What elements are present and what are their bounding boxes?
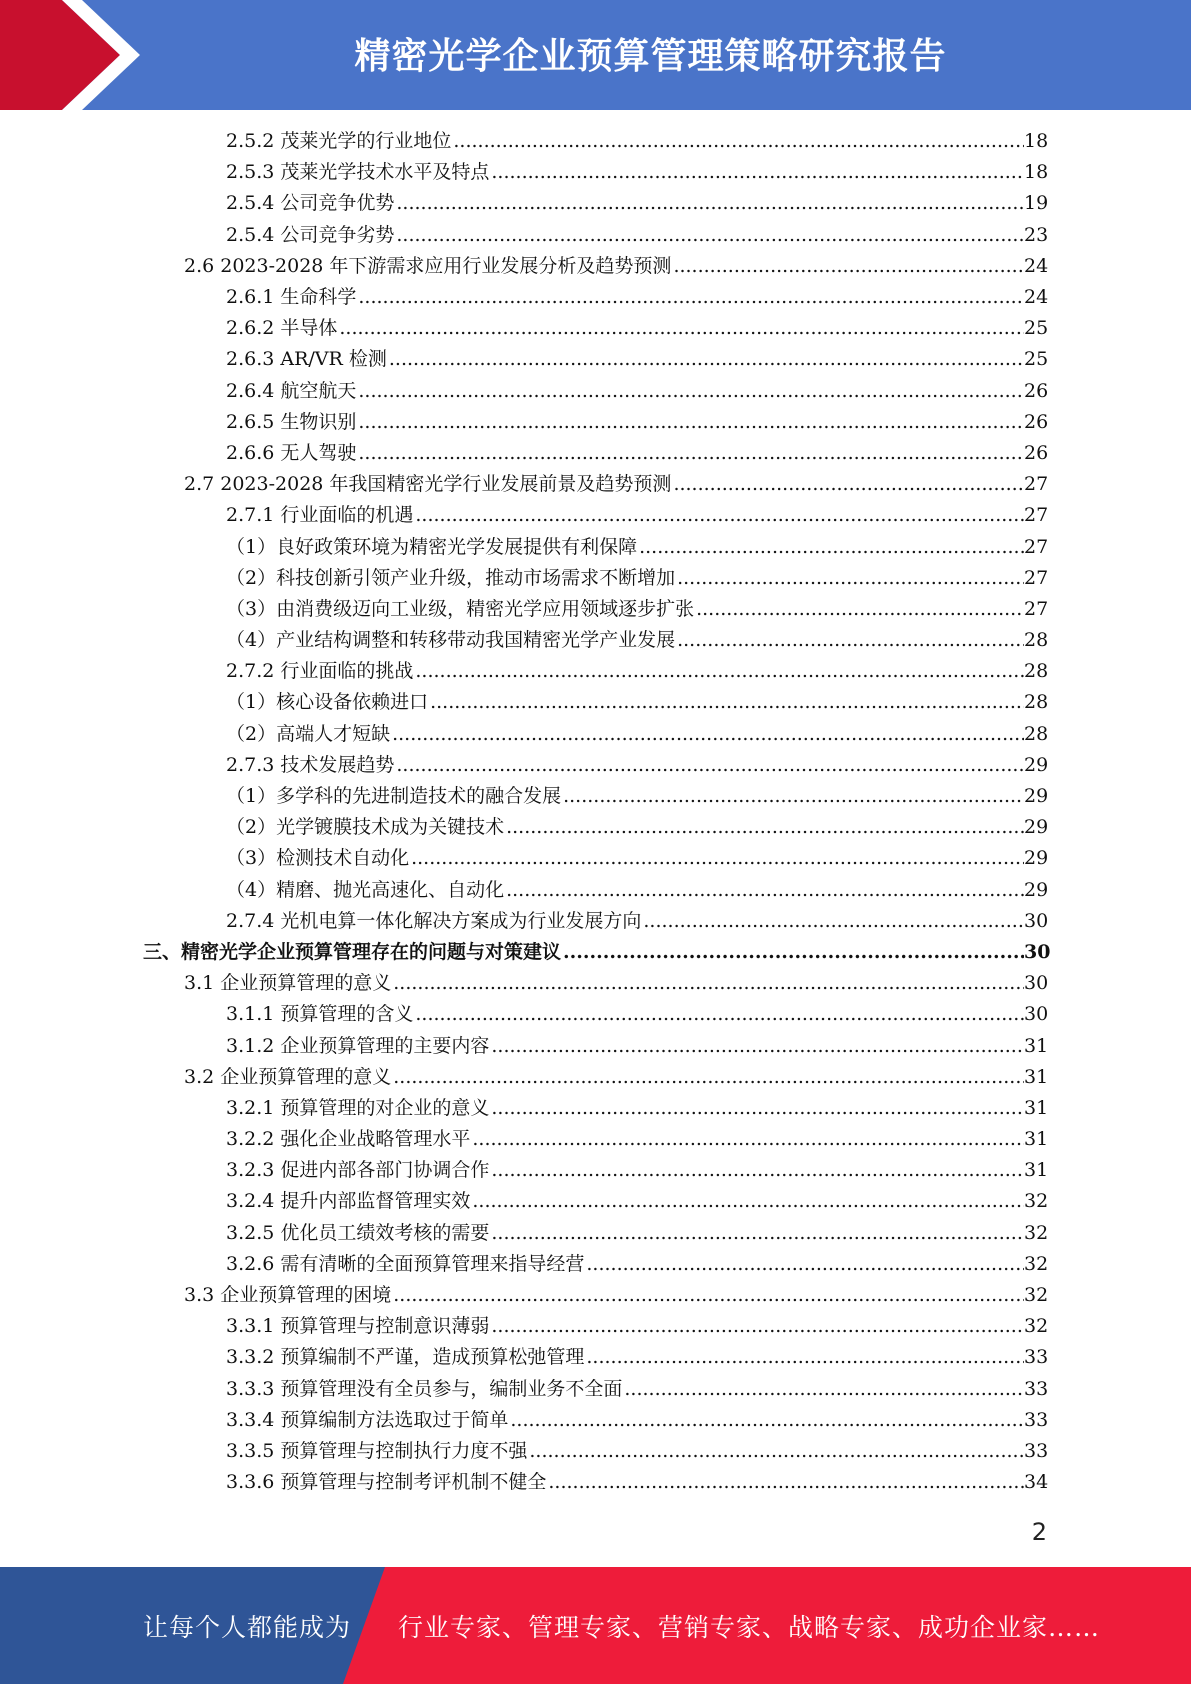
toc-entry[interactable]	[0, 812, 1191, 843]
toc-dot-leader	[430, 687, 1024, 718]
toc-entry-page: 29	[1024, 878, 1049, 901]
toc-entry-label: （3）检测技术自动化	[226, 847, 410, 870]
toc-entry[interactable]	[0, 1186, 1191, 1217]
toc-dot-leader	[643, 906, 1024, 937]
footer-slogan-right: 行业专家、管理专家、营销专家、战略专家、成功企业家……	[398, 1612, 1101, 1642]
toc-entry[interactable]	[0, 407, 1191, 438]
toc-entry[interactable]	[0, 563, 1191, 594]
toc-entry-page: 24	[1024, 254, 1049, 277]
toc-entry[interactable]	[0, 1405, 1191, 1436]
toc-entry-label: 2.5.4 公司竞争优势	[226, 192, 395, 215]
toc-entry-page: 19	[1024, 192, 1049, 215]
toc-dot-leader	[392, 719, 1024, 750]
toc-entry[interactable]	[0, 500, 1191, 531]
toc-entry[interactable]	[0, 1218, 1191, 1249]
toc-entry[interactable]	[0, 282, 1191, 313]
toc-entry[interactable]	[0, 531, 1191, 562]
toc-dot-leader	[396, 220, 1024, 251]
toc-entry-label: 3.3 企业预算管理的困境	[184, 1284, 392, 1307]
toc-entry-label: 2.7.1 行业面临的机遇	[226, 504, 414, 527]
toc-entry-label: 3.2.1 预算管理的对企业的意义	[226, 1096, 490, 1119]
report-title: 精密光学企业预算管理策略研究报告	[354, 35, 947, 77]
toc-dot-leader	[548, 1467, 1024, 1498]
page-footer	[0, 1567, 1191, 1684]
toc-dot-leader	[411, 843, 1024, 874]
toc-entry-label: 2.6.5 生物识别	[226, 410, 357, 433]
toc-dot-leader	[472, 1186, 1024, 1217]
toc-dot-leader	[673, 469, 1024, 500]
toc-dot-leader	[389, 344, 1024, 375]
toc-dot-leader	[491, 1031, 1024, 1062]
toc-entry[interactable]	[0, 157, 1191, 188]
toc-entry-page: 18	[1024, 161, 1049, 184]
toc-dot-leader	[563, 937, 1024, 968]
toc-entry-page: 27	[1024, 535, 1049, 558]
toc-entry-label: 2.6.4 航空航天	[226, 379, 357, 402]
toc-dot-leader	[506, 875, 1024, 906]
toc-entry[interactable]	[0, 1124, 1191, 1155]
toc-entry-page: 27	[1024, 473, 1049, 496]
toc-entry-page: 31	[1024, 1128, 1049, 1151]
toc-entry-label: 2.6.2 半导体	[226, 317, 338, 340]
footer-slogan-left: 让每个人都能成为	[143, 1612, 352, 1642]
toc-entry[interactable]	[0, 313, 1191, 344]
toc-dot-leader	[491, 1218, 1024, 1249]
toc-entry-label: 2.6.3 AR/VR 检测	[226, 348, 387, 371]
toc-entry[interactable]	[0, 251, 1191, 282]
toc-entry[interactable]	[0, 1030, 1191, 1061]
toc-entry[interactable]	[0, 469, 1191, 500]
toc-dot-leader	[491, 1093, 1024, 1124]
toc-entry-page: 25	[1024, 348, 1049, 371]
toc-dot-leader	[393, 968, 1024, 999]
toc-entry-label: 3.3.1 预算管理与控制意识薄弱	[226, 1315, 490, 1338]
toc-entry-label: （2）高端人才短缺	[226, 722, 391, 745]
toc-entry[interactable]	[0, 1342, 1191, 1373]
toc-entry-page: 18	[1024, 130, 1049, 153]
toc-entry-page: 31	[1024, 1096, 1049, 1119]
toc-entry-page: 30	[1024, 1003, 1049, 1026]
toc-dot-leader	[358, 438, 1024, 469]
toc-entry[interactable]	[0, 625, 1191, 656]
toc-dot-leader	[673, 251, 1024, 282]
toc-dot-leader	[677, 625, 1024, 656]
toc-dot-leader	[358, 407, 1024, 438]
toc-entry-page: 29	[1024, 785, 1049, 808]
toc-dot-leader	[624, 1374, 1024, 1405]
toc-entry-page: 34	[1024, 1471, 1049, 1494]
toc-entry-page: 27	[1024, 597, 1049, 620]
toc-entry-page: 30	[1024, 940, 1051, 963]
toc-entry[interactable]	[0, 594, 1191, 625]
toc-entry[interactable]	[0, 1155, 1191, 1186]
toc-entry[interactable]	[0, 1249, 1191, 1280]
toc-entry-label: 3.3.4 预算编制方法选取过于简单	[226, 1408, 509, 1431]
toc-dot-leader	[472, 1124, 1024, 1155]
toc-entry[interactable]	[0, 1280, 1191, 1311]
toc-entry-page: 26	[1024, 441, 1049, 464]
toc-entry-page: 32	[1024, 1190, 1049, 1213]
toc-entry-label: 3.1 企业预算管理的意义	[184, 972, 392, 995]
toc-entry-label: 3.2.3 促进内部各部门协调合作	[226, 1159, 490, 1182]
toc-entry[interactable]	[0, 687, 1191, 718]
toc-dot-leader	[491, 157, 1024, 188]
toc-dot-leader	[396, 750, 1024, 781]
toc-dot-leader	[586, 1342, 1024, 1373]
toc-entry-label: 2.5.4 公司竞争劣势	[226, 223, 395, 246]
page-number: 2	[1031, 1518, 1047, 1546]
toc-entry[interactable]	[0, 968, 1191, 999]
toc-entry[interactable]	[0, 750, 1191, 781]
toc-entry-page: 33	[1024, 1439, 1049, 1462]
toc-entry-label: 2.5.2 茂莱光学的行业地位	[226, 130, 452, 153]
toc-dot-leader	[529, 1436, 1024, 1467]
toc-entry[interactable]	[0, 937, 1191, 968]
toc-entry-page: 27	[1024, 566, 1049, 589]
toc-entry-label: 3.2.2 强化企业战略管理水平	[226, 1128, 471, 1151]
toc-dot-leader	[506, 812, 1024, 843]
toc-dot-leader	[393, 1280, 1024, 1311]
toc-entry-page: 30	[1024, 972, 1049, 995]
toc-entry[interactable]	[0, 1093, 1191, 1124]
toc-entry-label: 3.2.4 提升内部监督管理实效	[226, 1190, 471, 1213]
toc-entry-label: 2.5.3 茂莱光学技术水平及特点	[226, 161, 490, 184]
toc-entry[interactable]	[0, 438, 1191, 469]
toc-entry-label: （1）良好政策环境为精密光学发展提供有利保障	[226, 535, 638, 558]
toc-entry-page: 33	[1024, 1377, 1049, 1400]
toc-dot-leader	[415, 656, 1024, 687]
toc-entry[interactable]	[0, 344, 1191, 375]
toc-entry[interactable]	[0, 1062, 1191, 1093]
table-of-contents	[0, 126, 1191, 1498]
toc-entry[interactable]	[0, 1467, 1191, 1498]
toc-entry[interactable]	[0, 188, 1191, 219]
toc-entry-label: 3.3.5 预算管理与控制执行力度不强	[226, 1439, 528, 1462]
toc-entry-label: 3.3.3 预算管理没有全员参与，编制业务不全面	[226, 1377, 623, 1400]
toc-entry-page: 31	[1024, 1159, 1049, 1182]
toc-entry[interactable]	[0, 1374, 1191, 1405]
toc-entry-label: （1）多学科的先进制造技术的融合发展	[226, 785, 562, 808]
toc-entry-page: 28	[1024, 629, 1049, 652]
toc-entry-label: 2.7.3 技术发展趋势	[226, 753, 395, 776]
toc-entry-page: 27	[1024, 504, 1049, 527]
toc-entry-label: 2.7 2023-2028 年我国精密光学行业发展前景及趋势预测	[184, 473, 672, 496]
toc-dot-leader	[358, 282, 1024, 313]
toc-entry-label: 2.6 2023-2028 年下游需求应用行业发展分析及趋势预测	[184, 254, 672, 277]
toc-entry-page: 31	[1024, 1065, 1049, 1088]
toc-entry-label: 2.7.4 光机电算一体化解决方案成为行业发展方向	[226, 909, 642, 932]
toc-entry[interactable]	[0, 220, 1191, 251]
toc-dot-leader	[677, 563, 1024, 594]
toc-entry-label: （2）科技创新引领产业升级，推动市场需求不断增加	[226, 566, 676, 589]
toc-entry-label: 3.3.2 预算编制不严谨，造成预算松弛管理	[226, 1346, 585, 1369]
toc-entry-label: 3.1.1 预算管理的含义	[226, 1003, 414, 1026]
red-chevron-icon	[0, 0, 150, 110]
toc-dot-leader	[510, 1405, 1024, 1436]
toc-entry-page: 29	[1024, 847, 1049, 870]
toc-dot-leader	[696, 594, 1024, 625]
toc-dot-leader	[358, 376, 1024, 407]
toc-entry-page: 33	[1024, 1408, 1049, 1431]
toc-dot-leader	[339, 313, 1024, 344]
toc-entry-page: 32	[1024, 1252, 1049, 1275]
toc-dot-leader	[396, 188, 1024, 219]
toc-dot-leader	[415, 500, 1024, 531]
toc-entry[interactable]	[0, 843, 1191, 874]
toc-entry[interactable]	[0, 999, 1191, 1030]
toc-entry-label: 3.3.6 预算管理与控制考评机制不健全	[226, 1471, 547, 1494]
toc-entry-label: 三、精密光学企业预算管理存在的问题与对策建议	[143, 940, 562, 963]
toc-entry-page: 25	[1024, 317, 1049, 340]
toc-dot-leader	[393, 1062, 1024, 1093]
toc-entry-page: 32	[1024, 1284, 1049, 1307]
toc-entry-label: （3）由消费级迈向工业级，精密光学应用领域逐步扩张	[226, 597, 695, 620]
toc-entry-label: 2.7.2 行业面临的挑战	[226, 660, 414, 683]
toc-entry[interactable]	[0, 781, 1191, 812]
toc-entry-label: 3.1.2 企业预算管理的主要内容	[226, 1034, 490, 1057]
toc-entry[interactable]	[0, 126, 1191, 157]
toc-entry-label: 3.2 企业预算管理的意义	[184, 1065, 392, 1088]
toc-entry-label: （2）光学镀膜技术成为关键技术	[226, 816, 505, 839]
toc-entry-page: 29	[1024, 753, 1049, 776]
toc-entry-label: 3.2.6 需有清晰的全面预算管理来指导经营	[226, 1252, 585, 1275]
toc-entry-label: （4）精磨、抛光高速化、自动化	[226, 878, 505, 901]
toc-entry-page: 31	[1024, 1034, 1049, 1057]
toc-entry-page: 26	[1024, 379, 1049, 402]
toc-dot-leader	[415, 999, 1024, 1030]
toc-entry-page: 28	[1024, 660, 1049, 683]
toc-dot-leader	[586, 1249, 1024, 1280]
toc-dot-leader	[491, 1311, 1024, 1342]
toc-entry-page: 28	[1024, 722, 1049, 745]
page-header	[0, 0, 1191, 110]
toc-dot-leader	[491, 1155, 1024, 1186]
toc-entry[interactable]	[0, 875, 1191, 906]
toc-entry[interactable]	[0, 376, 1191, 407]
toc-entry[interactable]	[0, 656, 1191, 687]
toc-entry[interactable]	[0, 1311, 1191, 1342]
toc-entry-page: 28	[1024, 691, 1049, 714]
toc-dot-leader	[639, 532, 1024, 563]
toc-entry-page: 26	[1024, 410, 1049, 433]
toc-entry-page: 32	[1024, 1221, 1049, 1244]
toc-dot-leader	[563, 781, 1024, 812]
toc-entry-label: 2.6.6 无人驾驶	[226, 441, 357, 464]
toc-entry-page: 23	[1024, 223, 1049, 246]
toc-entry[interactable]	[0, 906, 1191, 937]
toc-entry-page: 29	[1024, 816, 1049, 839]
toc-entry-page: 30	[1024, 909, 1049, 932]
toc-entry-page: 33	[1024, 1346, 1049, 1369]
toc-entry-page: 32	[1024, 1315, 1049, 1338]
toc-entry-label: （4）产业结构调整和转移带动我国精密光学产业发展	[226, 629, 676, 652]
toc-entry-page: 24	[1024, 286, 1049, 309]
toc-entry-label: 3.2.5 优化员工绩效考核的需要	[226, 1221, 490, 1244]
toc-entry-label: 2.6.1 生命科学	[226, 286, 357, 309]
toc-entry[interactable]	[0, 719, 1191, 750]
toc-entry-label: （1）核心设备依赖进口	[226, 691, 429, 714]
toc-entry[interactable]	[0, 1436, 1191, 1467]
toc-dot-leader	[453, 126, 1024, 157]
